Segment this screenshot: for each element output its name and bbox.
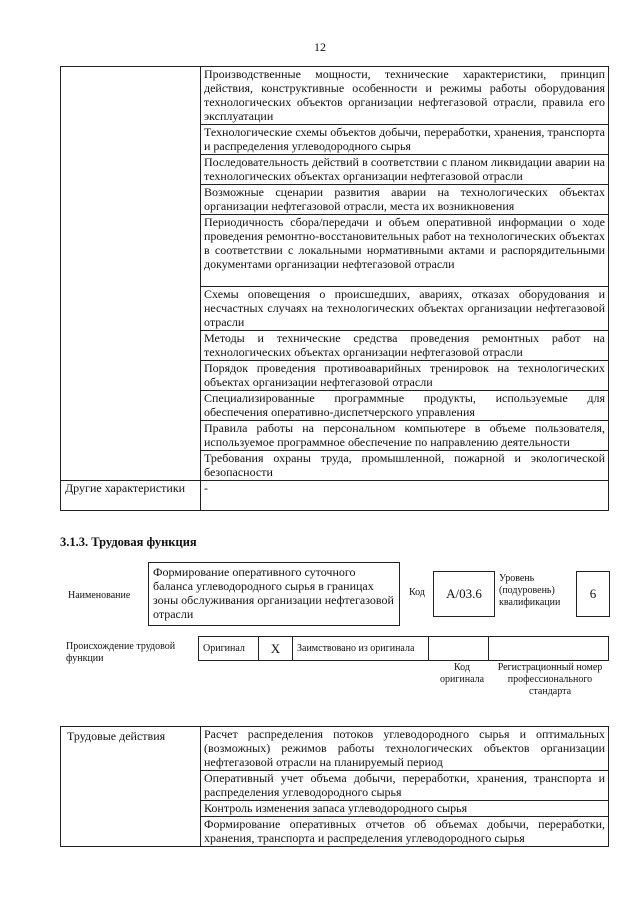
origin-code-cell <box>429 637 489 661</box>
code-label: Код <box>409 587 425 598</box>
knowledge-label-cell <box>61 67 201 481</box>
labor-action-item: Расчет распределения потоков углеводородного сырья и оптимальных (возможных) режимов работы технологических объектов организации нефтегазовой отрасли на планируемый период <box>201 727 609 771</box>
section-heading: 3.1.3. Трудовая функция <box>60 535 197 549</box>
code-value: А/03.6 <box>433 571 495 617</box>
table-row <box>61 727 609 771</box>
knowledge-item: Методы и технические средства проведения ремонтных работ на технологических объектах организации нефтегазовой отрасли <box>201 331 609 361</box>
table-row <box>61 67 609 125</box>
knowledge-item: Последовательность действий в соответствии с планом ликвидации аварии на технологических объектах организации нефтегазовой отрасли <box>201 155 609 185</box>
knowledge-item: Схемы оповещения о происшедших, авариях, отказах оборудования и несчастных случаях на технологических объектах организации нефтегазовой отрасли <box>201 287 609 331</box>
function-name-box: Формирование оперативного суточного баланса углеводородного сырья в границах зоны обслуживания организации нефтегазовой отрасли <box>148 562 400 626</box>
labor-action-item: Контроль изменения запаса углеводородного сырья <box>201 801 609 817</box>
origin-table <box>198 636 609 661</box>
knowledge-item: Требования охраны труда, промышленной, пожарной и экологической безопасности <box>201 451 609 481</box>
name-label: Наименование <box>68 590 131 601</box>
table-row <box>61 481 609 511</box>
other-characteristics-value: - <box>201 481 609 511</box>
labor-action-item: Формирование оперативных отчетов об объемах добычи, переработки, хранения, транспорта и распределения углеводородного сырья <box>201 817 609 847</box>
level-label: Уровень (подуровень) квалификации <box>499 573 561 608</box>
borrowed-label: Заимствовано из оригинала <box>293 637 429 661</box>
knowledge-table <box>60 66 609 511</box>
other-characteristics-label: Другие характеристики <box>61 481 201 511</box>
labor-actions-label: Трудовые действия <box>61 727 201 847</box>
knowledge-item: Специализированные программные продукты, используемые для обеспечения оперативно-диспетчерского управления <box>201 391 609 421</box>
level-value: 6 <box>576 571 610 617</box>
origin-reg-cell <box>489 637 609 661</box>
knowledge-item: Производственные мощности, технические характеристики, принцип действия, конструктивные особенности и режимы работы оборудования технологических объектов организации нефтегазовой отрасли, правила его эксплуатации <box>201 67 609 125</box>
page-number: 12 <box>314 40 326 54</box>
knowledge-item: Порядок проведения противоаварийных тренировок на технологических объектах организации нефтегазовой отрасли <box>201 361 609 391</box>
table-row <box>199 637 609 661</box>
original-mark: X <box>259 637 293 661</box>
origin-code-caption: Код оригинала <box>439 662 485 685</box>
knowledge-item: Возможные сценарии развития аварии на технологических объектах организации нефтегазовой отрасли, места их возникновения <box>201 185 609 215</box>
knowledge-item: Периодичность сбора/передачи и объем оперативной информации о ходе проведения ремонтно-восстановительных работ на технологических объектах в соответствии с локальными нормативными актами и распорядительными документами организации нефтегазовой отрасли <box>201 215 609 287</box>
origin-reg-caption: Регистрационный номер профессионального стандарта <box>497 662 603 697</box>
labor-action-item: Оперативный учет объема добычи, переработки, хранения, транспорта и распределения углеводородного сырья <box>201 771 609 801</box>
origin-label: Происхождение трудовой функции <box>66 641 176 664</box>
knowledge-item: Правила работы на персональном компьютере в объеме пользователя, используемое программное обеспечение по направлению деятельности <box>201 421 609 451</box>
labor-actions-table <box>60 726 609 847</box>
original-label: Оригинал <box>199 637 259 661</box>
knowledge-item: Технологические схемы объектов добычи, переработки, хранения, транспорта и распределения углеводородного сырья <box>201 125 609 155</box>
